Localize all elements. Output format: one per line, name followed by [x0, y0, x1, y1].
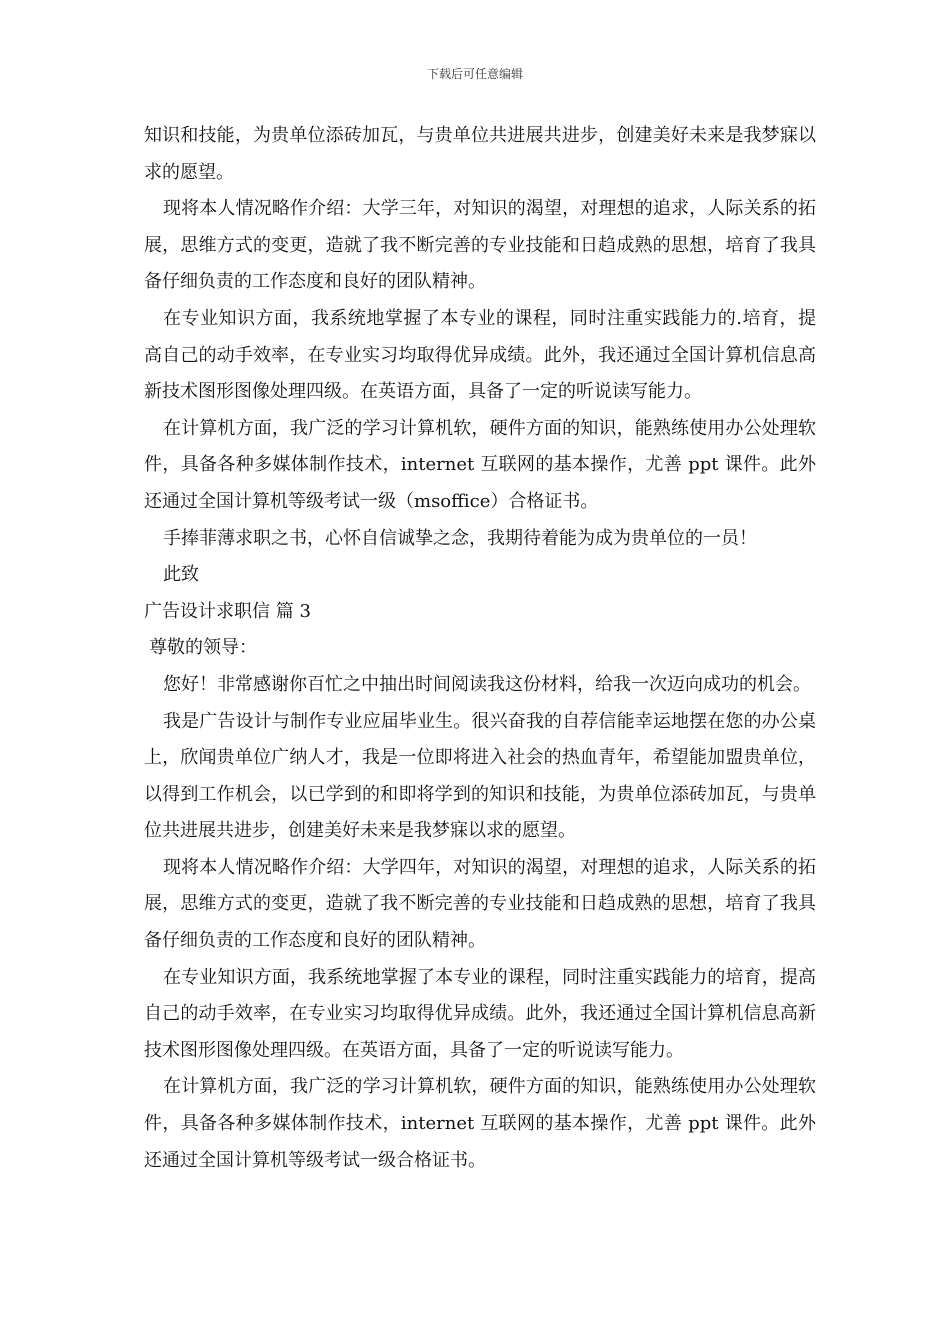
document-body — [144, 118, 816, 1179]
paragraph-9: 在专业知识方面，我系统地掌握了本专业的课程，同时注重实践能力的培育，提高自己的动手效率，在专业实习均取得优异成绩。此外，我还通过全国计算机信息高新技术图形图像处理四级。在英语方面，具备了一定的听说读写能力。 — [144, 966, 816, 1061]
paragraph-6: 您好！非常感谢你百忙之中抽出时间阅读我这份材料，给我一次迈向成功的机会。 — [163, 673, 811, 695]
section-heading: 广告设计求职信 篇 3 — [144, 600, 311, 622]
greeting: 尊敬的领导： — [149, 637, 257, 659]
paragraph-4: 在计算机方面，我广泛的学习计算机软，硬件方面的知识，能熟练使用办公处理软件，具备各种多媒体制作技术，internet 互联网的基本操作，尤善 ppt 课件。此外还通过全国计算机等级考试一级（msoffice）合格证书。 — [144, 417, 816, 512]
page-header: 下载后可任意编辑 — [426, 67, 523, 81]
paragraph-2: 现将本人情况略作介绍：大学三年，对知识的渴望，对理想的追求，人际关系的拓展，思维方式的变更，造就了我不断完善的专业技能和日趋成熟的思想，培育了我具备仔细负责的工作态度和良好的团队精神。 — [144, 198, 816, 293]
paragraph-5: 手捧菲薄求职之书，心怀自信诚挚之念，我期待着能为成为贵单位的一员！ — [163, 527, 757, 549]
closing-salutation: 此致 — [163, 564, 199, 586]
paragraph-8: 现将本人情况略作介绍：大学四年，对知识的渴望，对理想的追求，人际关系的拓展，思维方式的变更，造就了我不断完善的专业技能和日趋成熟的思想，培育了我具备仔细负责的工作态度和良好的团队精神。 — [144, 856, 816, 952]
paragraph-3: 在专业知识方面，我系统地掌握了本专业的课程，同时注重实践能力的.培育，提高自己的动手效率，在专业实习均取得优异成绩。此外，我还通过全国计算机信息高新技术图形图像处理四级。在英语方面，具备了一定的听说读写能力。 — [144, 307, 816, 403]
paragraph-7: 我是广告设计与制作专业应届毕业生。很兴奋我的自荐信能幸运地摆在您的办公桌上，欣闻贵单位广纳人才，我是一位即将进入社会的热血青年，希望能加盟贵单位，以得到工作机会，以已学到的和即将学到的知识和技能，为贵单位添砖加瓦，与贵单位共进展共进步，创建美好未来是我梦寐以求的愿望。 — [144, 710, 816, 842]
paragraph-10: 在计算机方面，我广泛的学习计算机软，硬件方面的知识，能熟练使用办公处理软件，具备各种多媒体制作技术，internet 互联网的基本操作，尤善 ppt 课件。此外还通过全国计算机等级考试一级合格证书。 — [144, 1076, 816, 1171]
paragraph-1: 知识和技能，为贵单位添砖加瓦，与贵单位共进展共进步，创建美好未来是我梦寐以求的愿望。 — [144, 125, 816, 183]
